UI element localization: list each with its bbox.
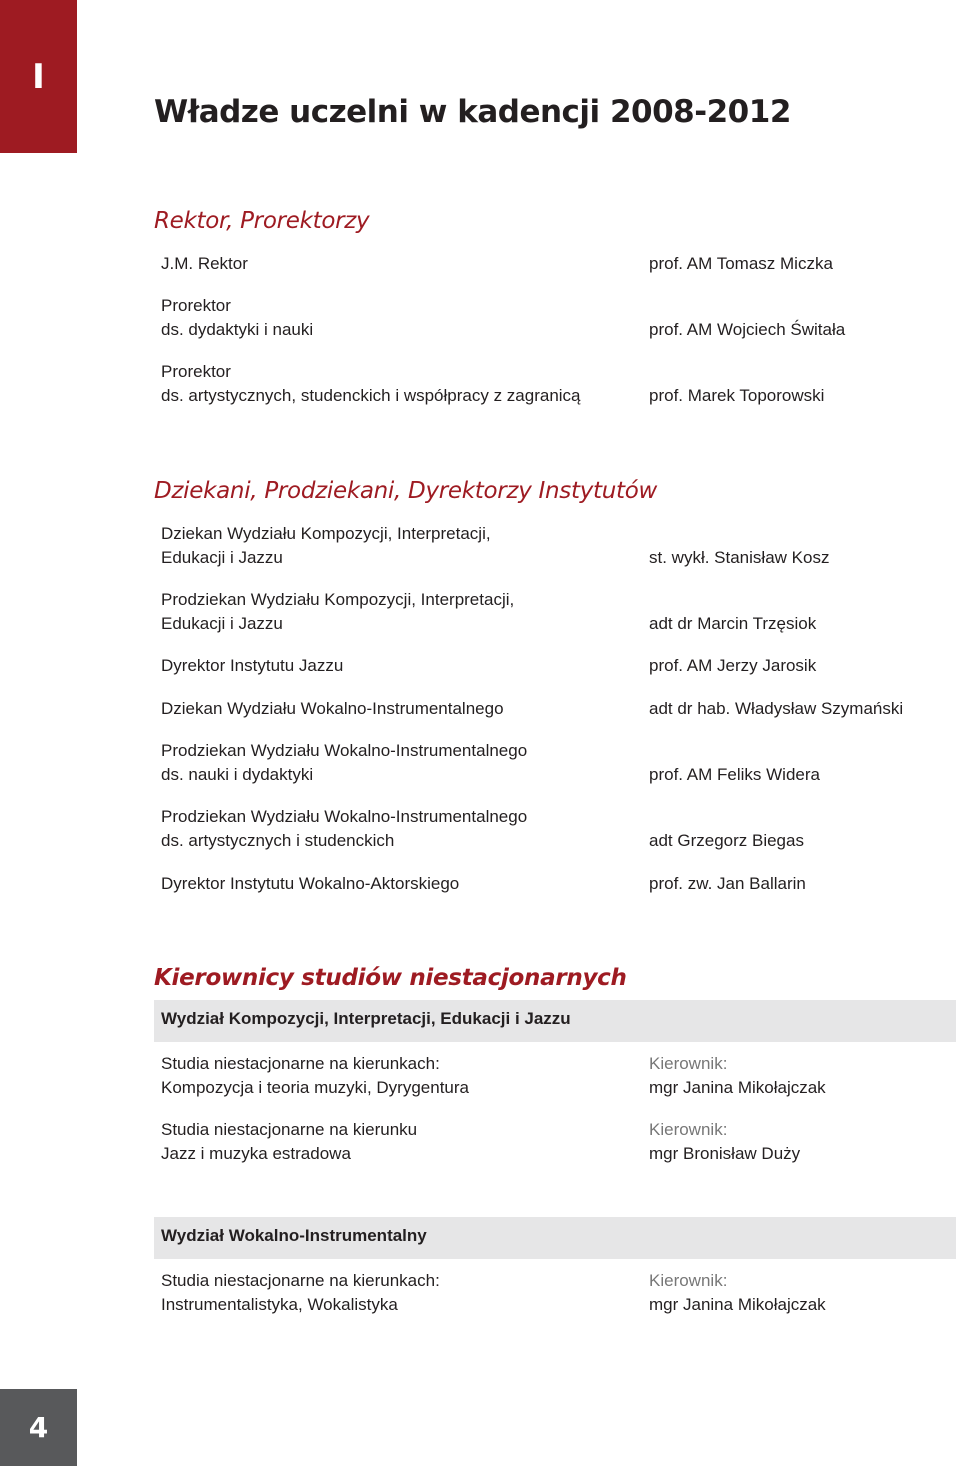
manager-label: Kierownik: xyxy=(649,1054,728,1073)
role-line: Dziekan Wydziału Kompozycji, Interpretacji, xyxy=(161,524,491,543)
role-line: Prodziekan Wydziału Wokalno-Instrumentalnego xyxy=(161,807,528,826)
role-line: ds. artystycznych i studenckich xyxy=(161,831,395,850)
name-dean-composition xyxy=(649,546,949,570)
role-director-jazz xyxy=(161,654,631,678)
role-line: ds. nauki i dydaktyki xyxy=(161,765,314,784)
person-name: prof. AM Jerzy Jarosik xyxy=(649,656,817,675)
chapter-tab xyxy=(0,0,77,153)
study-line: Instrumentalistyka, Wokalistyka xyxy=(161,1295,398,1314)
name-vicedean-vocal-arts xyxy=(649,829,949,853)
page-title: Władze uczelni w kadencji 2008-2012 xyxy=(154,94,791,130)
study-line: Jazz i muzyka estradowa xyxy=(161,1144,351,1163)
manager-label: Kierownik: xyxy=(649,1120,728,1139)
faculty-name: Wydział Wokalno-Instrumentalny xyxy=(161,1226,427,1245)
person-name: mgr Janina Mikołajczak xyxy=(649,1078,826,1097)
manager-instrumental-vocal xyxy=(649,1269,949,1317)
role-line: Prodziekan Wydziału Wokalno-Instrumentalnego xyxy=(161,741,528,760)
manager-jazz xyxy=(649,1118,949,1166)
role-vicedean-vocal-arts xyxy=(161,805,631,853)
faculty-bar-vocal xyxy=(154,1217,956,1259)
name-rector xyxy=(649,252,949,276)
chapter-label: I xyxy=(32,56,45,97)
faculty-bar-composition xyxy=(154,1000,956,1042)
faculty-name: Wydział Kompozycji, Interpretacji, Edukacji i Jazzu xyxy=(161,1009,571,1028)
name-prorector-arts xyxy=(649,384,949,408)
role-director-vocal-acting xyxy=(161,872,631,896)
section-heading-part-time: Kierownicy studiów niestacjonarnych xyxy=(154,965,627,991)
role-vicedean-composition xyxy=(161,588,631,636)
manager-composition-theory xyxy=(649,1052,949,1100)
role-line: Edukacji i Jazzu xyxy=(161,548,283,567)
role-line: Edukacji i Jazzu xyxy=(161,614,283,633)
role-prorector-didactics xyxy=(161,294,631,342)
person-name: mgr Bronisław Duży xyxy=(649,1144,801,1163)
role-dean-composition xyxy=(161,522,631,570)
section-heading-rectors: Rektor, Prorektorzy xyxy=(154,208,370,234)
section-heading-deans: Dziekani, Prodziekani, Dyrektorzy Instytutów xyxy=(154,478,657,504)
role-prorector-arts xyxy=(161,360,631,408)
role-line: J.M. Rektor xyxy=(161,254,248,273)
study-line: Studia niestacjonarne na kierunkach: xyxy=(161,1054,440,1073)
study-line: Kompozycja i teoria muzyki, Dyrygentura xyxy=(161,1078,470,1097)
person-name: adt dr Marcin Trzęsiok xyxy=(649,614,817,633)
role-rector xyxy=(161,252,631,276)
study-jazz xyxy=(161,1118,631,1166)
role-line: Dziekan Wydziału Wokalno-Instrumentalnego xyxy=(161,699,504,718)
role-line: Prorektor xyxy=(161,362,231,381)
person-name: prof. AM Feliks Widera xyxy=(649,765,820,784)
name-vicedean-composition xyxy=(649,612,949,636)
person-name: prof. AM Tomasz Miczka xyxy=(649,254,833,273)
person-name: adt dr hab. Władysław Szymański xyxy=(649,699,904,718)
role-line: Dyrektor Instytutu Wokalno-Aktorskiego xyxy=(161,874,460,893)
person-name: prof. Marek Toporowski xyxy=(649,386,825,405)
manager-label: Kierownik: xyxy=(649,1271,728,1290)
role-line: Dyrektor Instytutu Jazzu xyxy=(161,656,344,675)
study-line: Studia niestacjonarne na kierunkach: xyxy=(161,1271,440,1290)
study-instrumental-vocal xyxy=(161,1269,631,1317)
role-vicedean-vocal-science xyxy=(161,739,631,787)
role-dean-vocal xyxy=(161,697,631,721)
name-dean-vocal xyxy=(649,697,949,721)
study-composition-theory xyxy=(161,1052,631,1100)
name-prorector-didactics xyxy=(649,318,949,342)
study-line: Studia niestacjonarne na kierunku xyxy=(161,1120,418,1139)
person-name: mgr Janina Mikołajczak xyxy=(649,1295,826,1314)
person-name: prof. AM Wojciech Świtała xyxy=(649,320,846,339)
name-vicedean-vocal-science xyxy=(649,763,949,787)
name-director-jazz xyxy=(649,654,949,678)
person-name: prof. zw. Jan Ballarin xyxy=(649,874,806,893)
page-number-label: 4 xyxy=(28,1411,49,1444)
page-number xyxy=(0,1389,77,1466)
role-line: ds. artystycznych, studenckich i współpracy z zagranicą xyxy=(161,386,581,405)
role-line: Prorektor xyxy=(161,296,231,315)
name-director-vocal-acting xyxy=(649,872,949,896)
person-name: adt Grzegorz Biegas xyxy=(649,831,804,850)
role-line: ds. dydaktyki i nauki xyxy=(161,320,314,339)
role-line: Prodziekan Wydziału Kompozycji, Interpretacji, xyxy=(161,590,515,609)
person-name: st. wykł. Stanisław Kosz xyxy=(649,548,830,567)
